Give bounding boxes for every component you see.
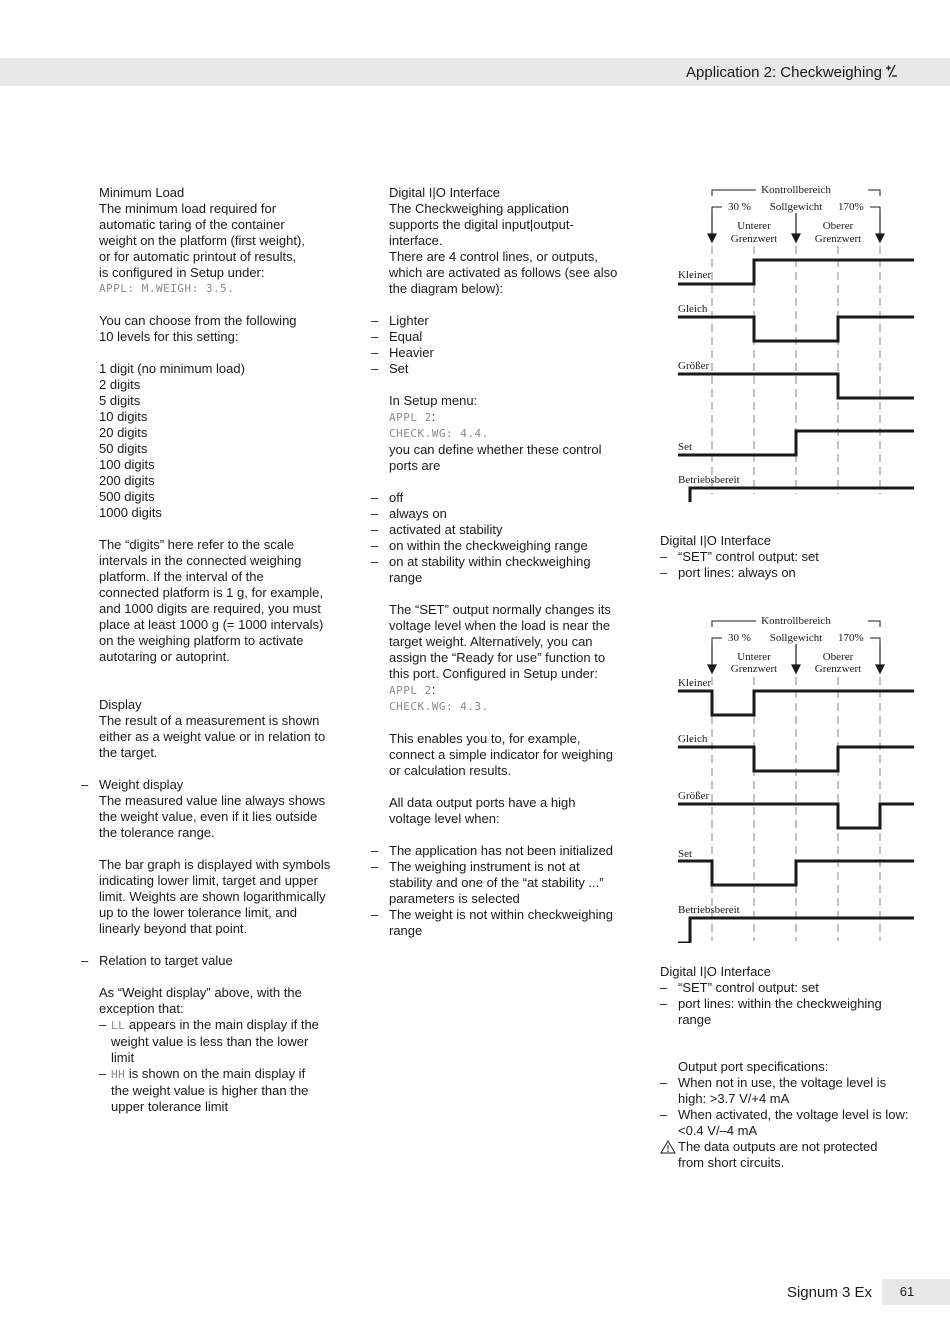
high-condition-line: stability and one of the “at stability ...”: [389, 875, 604, 890]
hh-item: – HH is shown on the main display if the weight value is higher than the upper tolerance limit: [99, 1066, 339, 1115]
signal-label: Betriebsbereit: [678, 474, 740, 486]
caption-item: port lines: always on: [678, 565, 796, 580]
spec-item: When activated, the voltage level is low:: [678, 1107, 909, 1122]
choose-line: 10 levels for this setting:: [99, 329, 239, 344]
caption-item: port lines: within the checkweighing: [678, 996, 882, 1011]
hh-code: HH: [111, 1068, 126, 1081]
signal-label: Größer: [678, 790, 710, 802]
set-code: CHECK.WG: 4.3.: [389, 700, 489, 713]
target-label: Sollgewicht: [769, 632, 823, 644]
waveform-set: [678, 431, 914, 455]
caption-item: “SET” control output: set: [678, 549, 819, 564]
port-mode-item: – off: [389, 490, 629, 506]
bargraph-line: up to the lower tolerance limit, and: [99, 905, 297, 920]
signal-label: Set: [678, 441, 693, 453]
ll-text: weight value is less than the lower: [111, 1034, 309, 1049]
dio-line: The Checkweighing application: [389, 201, 569, 216]
set-code: APPL 2: [389, 684, 432, 697]
digits-line: place at least 1000 g (= 1000 intervals): [99, 617, 324, 632]
setup-label: In Setup menu:: [389, 393, 478, 408]
output-item: – Lighter: [389, 313, 629, 329]
warning-line: from short circuits.: [678, 1155, 785, 1170]
high-condition-line: The weight is not within checkweighing: [389, 907, 614, 922]
relation-line: exception that:: [99, 1001, 184, 1016]
level-item: 200 digits: [99, 473, 155, 488]
output-label: Equal: [389, 329, 423, 344]
digits-line: The “digits” here refer to the scale: [99, 537, 295, 552]
footer-title: Signum 3 Ex: [786, 1284, 872, 1301]
min-load-title: Minimum Load: [99, 185, 185, 200]
signal-label: Größer: [678, 360, 710, 372]
hh-text: the weight value is higher than the: [111, 1083, 309, 1098]
port-mode-item: – always on: [389, 506, 629, 522]
level-item: 500 digits: [99, 489, 155, 504]
spec-title: Output port specifications:: [678, 1059, 829, 1074]
ll-code: LL: [111, 1019, 126, 1032]
target-label: Sollgewicht: [769, 201, 823, 213]
dio-line: which are activated as follows (see also: [389, 265, 618, 280]
upper-limit-label: Grenzwert: [814, 663, 862, 675]
level-item: 2 digits: [99, 377, 141, 392]
dio-line: the diagram below):: [389, 281, 504, 296]
level-item: 20 digits: [99, 425, 148, 440]
output-label: Heavier: [389, 345, 434, 360]
warning-icon: [660, 1140, 676, 1154]
high-condition: – The weighing instrument is not at stability and one of the “at stability ...” parameters is selected: [389, 859, 629, 907]
signal-label: Betriebsbereit: [678, 904, 740, 916]
output-item: – Set: [389, 361, 629, 377]
level-item: 50 digits: [99, 441, 148, 456]
high-condition-line: range: [389, 923, 423, 938]
pct-high-label: 170%: [838, 632, 864, 644]
high-condition: – The application has not been initialized: [389, 843, 629, 859]
choose-line: You can choose from the following: [99, 313, 297, 328]
range-label: Kontrollbereich: [761, 184, 831, 196]
upper-limit-label: Oberer: [822, 220, 854, 232]
enables-line: or calculation results.: [389, 763, 512, 778]
pct-low-label: 30 %: [728, 632, 751, 644]
column-middle: Digital I|O Interface The Checkweighing application supports the digital input|output- interface. There are 4 control lines, or outputs, which are activated as follows (see also the diagram below): – Lighter – Equal – Heavier – Set In Setup menu: APPL 2: CHECK.WG: 4.4. you can define whether these control ports are – off – always on – activated at stability – on within the checkweighing range – on at stability within checkweighing range The “SET” output normally changes its voltage level when the load is near the target weight. Alternatively, you can assign the “Ready for use” function to this port. Configured in Setup under: APPL 2: CHECK.WG: 4.3. This enables you to, for example, connect a simple indicator for weighing or calculation results. All data output ports have a high voltage level when: – The application has not been initialized – The weighing instrument is not at stability and one of the “at stability ...” parameters is selected – The weight is not within checkweighing range: [389, 185, 629, 939]
page-number: 61: [899, 1284, 915, 1299]
display-line: The result of a measurement is shown: [99, 713, 320, 728]
dio-line: There are 4 control lines, or outputs,: [389, 249, 598, 264]
level-item: 5 digits: [99, 393, 141, 408]
bargraph-line: The bar graph is displayed with symbols: [99, 857, 331, 872]
port-mode: off: [389, 490, 404, 505]
define-line: ports are: [389, 458, 441, 473]
signal-label: Kleiner: [678, 269, 711, 281]
timing-diagram-always-on: [678, 182, 914, 502]
set-line: assign the “Ready for use” function to: [389, 650, 606, 665]
high-line: All data output ports have a high: [389, 795, 576, 810]
upper-limit-label: Grenzwert: [814, 233, 862, 245]
pct-high-label: 170%: [838, 201, 864, 213]
ll-text: appears in the main display if the: [125, 1017, 319, 1032]
port-mode: range: [389, 570, 423, 585]
ll-text: limit: [111, 1050, 135, 1065]
checkweighing-icon: [884, 64, 898, 78]
min-load-line: automatic taring of the container: [99, 217, 285, 232]
enables-line: connect a simple indicator for weighing: [389, 747, 614, 762]
digits-line: and 1000 digits are required, you must: [99, 601, 321, 616]
setup-code: CHECK.WG: 4.4.: [389, 427, 489, 440]
caption-item: range: [678, 1012, 712, 1027]
output-label: Lighter: [389, 313, 429, 328]
digits-line: intervals in the connected weighing: [99, 553, 302, 568]
set-line: target weight. Alternatively, you can: [389, 634, 593, 649]
caption-diagram-1: Digital I|O Interface – “SET” control output: set – port lines: always on: [660, 533, 930, 581]
high-line: voltage level when:: [389, 811, 500, 826]
signal-label: Gleich: [678, 733, 708, 745]
min-load-line: is configured in Setup under:: [99, 265, 265, 280]
set-line: this port. Configured in Setup under:: [389, 666, 598, 681]
level-item: 100 digits: [99, 457, 155, 472]
output-label: Set: [389, 361, 409, 376]
enables-line: This enables you to, for example,: [389, 731, 581, 746]
port-mode-item: – on at stability within checkweighing: [389, 554, 629, 570]
weight-display-item: – Weight display: [99, 777, 339, 793]
min-load-line: weight on the platform (first weight),: [99, 233, 305, 248]
level-item: 1 digit (no minimum load): [99, 361, 245, 376]
lower-limit-label: Grenzwert: [730, 663, 778, 675]
set-line: The “SET” output normally changes its: [389, 602, 611, 617]
range-label: Kontrollbereich: [761, 615, 831, 627]
port-mode: on at stability within checkweighing: [389, 554, 591, 569]
header-title: Application 2: Checkweighing: [686, 64, 882, 81]
upper-limit-label: Oberer: [822, 651, 854, 663]
caption-item: “SET” control output: set: [678, 980, 819, 995]
level-item: 1000 digits: [99, 505, 162, 520]
digits-line: platform. If the interval of the: [99, 569, 264, 584]
caption-title: Digital I|O Interface: [660, 533, 772, 548]
port-mode: activated at stability: [389, 522, 503, 537]
relation-title: Relation to target value: [99, 953, 233, 968]
hh-text: upper tolerance limit: [111, 1099, 229, 1114]
dio-title: Digital I|O Interface: [389, 185, 501, 200]
set-line: voltage level when the load is near the: [389, 618, 611, 633]
bargraph-line: limit. Weights are shown logarithmically: [99, 889, 326, 904]
lower-limit-label: Grenzwert: [730, 233, 778, 245]
port-mode-item: – activated at stability: [389, 522, 629, 538]
lower-limit-label: Unterer: [737, 651, 771, 663]
page-header: [686, 64, 898, 82]
digits-line: connected platform is 1 g, for example,: [99, 585, 324, 600]
port-mode: on within the checkweighing range: [389, 538, 588, 553]
signal-label: Set: [678, 848, 693, 860]
waveform-betriebsbereit: [678, 488, 914, 502]
pct-low-label: 30 %: [728, 201, 751, 213]
setup-code: APPL 2: [389, 411, 432, 424]
column-left: [81, 185, 339, 1115]
display-line: either as a weight value or in relation to: [99, 729, 326, 744]
spec-item: When not in use, the voltage level is: [678, 1075, 887, 1090]
output-item: – Equal: [389, 329, 629, 345]
caption-diagram-2: Digital I|O Interface – “SET” control output: set – port lines: within the checkweighing range: [660, 964, 930, 1028]
digits-line: autotaring or autoprint.: [99, 649, 230, 664]
spec-item: <0.4 V/–4 mA: [678, 1123, 758, 1138]
lower-limit-label: Unterer: [737, 220, 771, 232]
output-item: – Heavier: [389, 345, 629, 361]
min-load-setup-code: APPL: M.WEIGH: 3.5.: [99, 282, 235, 295]
port-mode-item: – on within the checkweighing range: [389, 538, 629, 554]
timing-diagram-within-range: [678, 613, 914, 943]
ll-item: – LL appears in the main display if the weight value is less than the lower limit: [99, 1017, 339, 1066]
min-load-line: or for automatic printout of results,: [99, 249, 297, 264]
weight-display-line: the tolerance range.: [99, 825, 215, 840]
high-condition-line: The weighing instrument is not at: [389, 859, 580, 874]
display-line: the target.: [99, 745, 158, 760]
high-condition-line: parameters is selected: [389, 891, 520, 906]
warning-line: The data outputs are not protected: [678, 1139, 878, 1154]
level-item: 10 digits: [99, 409, 148, 424]
dio-line: supports the digital input|output-: [389, 217, 574, 232]
port-mode: always on: [389, 506, 447, 521]
relation-item: – Relation to target value: [99, 953, 339, 969]
bargraph-line: indicating lower limit, target and upper: [99, 873, 318, 888]
signal-label: Kleiner: [678, 677, 711, 689]
digits-line: on the weighing platform to activate: [99, 633, 304, 648]
hh-text: is shown on the main display if: [125, 1066, 306, 1081]
display-title: Display: [99, 697, 142, 712]
min-load-line: The minimum load required for: [99, 201, 277, 216]
spec-item: high: >3.7 V/+4 mA: [678, 1091, 790, 1106]
high-condition-line: The application has not been initialized: [389, 843, 614, 858]
weight-display-line: the weight value, even if it lies outside: [99, 809, 318, 824]
dio-line: interface.: [389, 233, 443, 248]
relation-line: As “Weight display” above, with the: [99, 985, 302, 1000]
high-condition: – The weight is not within checkweighing range: [389, 907, 629, 939]
waveform-set: [678, 861, 914, 885]
define-line: you can define whether these control: [389, 442, 602, 457]
output-port-specifications: Output port specifications: – When not in use, the voltage level is high: >3.7 V/+4 mA – When activated, the voltage level is low: <0.4 V/–4 mA The data outputs are not protected from short circuits.: [660, 1059, 930, 1171]
weight-display-title: Weight display: [99, 777, 184, 792]
weight-display-line: The measured value line always shows: [99, 793, 326, 808]
signal-label: Gleich: [678, 303, 708, 315]
bargraph-line: linearly beyond that point.: [99, 921, 248, 936]
caption-title: Digital I|O Interface: [660, 964, 772, 979]
